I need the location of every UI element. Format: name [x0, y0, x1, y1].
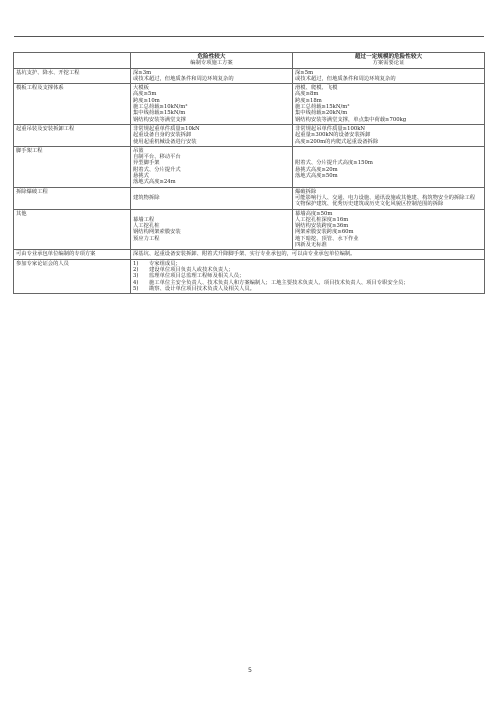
cell-line: 大模板 [133, 85, 149, 92]
cell-line [133, 242, 290, 248]
cell-line: 吊篮 [133, 147, 144, 154]
cell-line: 悬挑式 [133, 173, 149, 180]
cell-line: 爆破拆除 [295, 188, 317, 195]
list-item: 4) 施工单位主安全负责人、技术负责人和方案编制人；工地主要技术负责人、项目技术负责人、项目专职安全员； [133, 279, 409, 286]
cell-line: 钢结构安装等满堂支撑 [133, 116, 186, 123]
cell-line: 钢结构安装等满堂支撑，单点集中荷载≥700kg [295, 116, 407, 123]
row-label: 基坑支护、降水、开挖工程 [14, 68, 131, 84]
table-row [14, 146, 485, 187]
cell-line: 人工挖孔桩 [133, 223, 160, 230]
cell-line: 跨度≥18m [295, 97, 322, 104]
header-col2 [131, 53, 293, 69]
cell-line [295, 179, 482, 185]
col2-title: 危险性较大 [197, 54, 226, 60]
col2-cell [131, 146, 293, 187]
col2-cell [131, 209, 293, 250]
cell-line: 或技术超过，但地质条件和周边环境复杂的 [133, 75, 234, 82]
table-row [14, 84, 485, 125]
cell-line: 附着式、分片提升式高度≥150m [295, 160, 373, 167]
row-label: 可由专业承包单位编制的专项方案 [14, 250, 131, 259]
cell-line: 网架索膜安装跨度≥60m [295, 229, 354, 236]
cell-line: 钢结构安装跨度≥36m [295, 223, 349, 230]
hazard-table [13, 52, 485, 294]
col3-cell [293, 146, 485, 187]
subcontract-cell: 深基坑、起重设备安装拆卸、附着式升降脚手架、实行专业承包的，可以由专业承包单位编制。 [131, 250, 485, 259]
cell-line: 悬挑式高度≥20m [295, 166, 338, 173]
cell-line: 施工总荷载≥15kN/m² [295, 104, 350, 111]
cell-line [133, 201, 290, 207]
table-header-row [14, 53, 485, 69]
col3-cell [293, 187, 485, 209]
cell-line: 非常规起重单件质量≥10kN [133, 125, 200, 132]
row-label: 参加专家论证会的人员 [14, 259, 131, 293]
cell-line: 集中线荷载≥20kN/m [295, 110, 348, 117]
table-row [14, 250, 485, 259]
table-row [14, 187, 485, 209]
col2-cell [131, 84, 293, 125]
cell-line: 施工总荷载≥10kN/m² [133, 104, 188, 111]
cell-line: 滑模、爬模、飞模 [295, 85, 338, 92]
col3-cell [293, 124, 485, 146]
list-item: 2) 建设单位项目负责人或技术负责人； [133, 266, 234, 273]
cell-line: 地下暗挖、顶管、水下作业 [295, 235, 359, 242]
col3-cell [293, 209, 485, 250]
cell-line: 跨度≥10m [133, 97, 160, 104]
cell-line: 集中线荷载≥15kN/m [133, 110, 186, 117]
row-label: 脚手架工程 [14, 146, 131, 187]
cell-line: 落地式高度≥50m [295, 173, 338, 180]
cell-line: 四新及无标准 [295, 242, 327, 249]
cell-line: 高度≥8m [295, 91, 319, 98]
cell-line: 钢结构网架索膜安装 [133, 229, 181, 236]
cell-line: 落地式高度≥24m [133, 179, 176, 186]
cell-line: 附着式、分片提升式 [133, 166, 181, 173]
cell-line: 人工挖孔桩深度≥16m [295, 216, 349, 223]
cell-line: 深≥5m [295, 69, 314, 76]
cell-line: 幕墙高度≥50m [295, 210, 333, 217]
header-col3 [293, 53, 485, 69]
list-item: 3) 监理单位项目总监理工程师及相关人员； [133, 273, 245, 280]
table-row [14, 259, 485, 293]
table-row [14, 209, 485, 250]
cell-line: 起重量≥300kN的设备安装拆卸 [295, 132, 371, 139]
cell-line: 高度≥200m的内爬式起重设备拆除 [295, 138, 379, 145]
cell-line: 深≥3m [133, 69, 152, 76]
col3-subtitle: 方案需要论证 [372, 60, 405, 67]
table-row [14, 124, 485, 146]
col3-title: 超过一定规模的危险性较大 [354, 54, 423, 60]
cell-line: 或技术超过，但地质条件和周边环境复杂的 [295, 75, 396, 82]
cell-line: 起重设备自身的安装拆卸 [133, 132, 192, 139]
col3-cell [293, 84, 485, 125]
cell-line: 非常规起吊单件质量≥100kN [295, 125, 366, 132]
experts-cell [131, 259, 485, 293]
cell-line: 异型脚手架 [133, 160, 160, 167]
cell-line: 可能影响行人、交通、电力设施、通讯设施或其他建、构筑物安全的拆除工程 [295, 194, 476, 201]
cell-line: 使用起重机械设备进行安装 [133, 138, 197, 145]
row-label: 其他 [14, 209, 131, 250]
table-row [14, 68, 485, 84]
col3-cell [293, 68, 485, 84]
cell-line: 预应力工程 [133, 235, 160, 242]
cell-line: 建筑物拆除 [133, 194, 160, 201]
row-label: 拆除爆破工程 [14, 187, 131, 209]
list-item: 1) 专家组成员； [133, 260, 181, 267]
header-rule [14, 36, 484, 37]
page-number: 5 [248, 667, 252, 674]
list-item: 5) 勘察、设计单位项目技术负责人及相关人员。 [133, 285, 255, 292]
col2-cell [131, 187, 293, 209]
document-body [13, 52, 484, 294]
col2-subtitle: 编制专项施工方案 [190, 60, 233, 67]
row-label: 模板工程及支撑体系 [14, 84, 131, 125]
cell-line: 高度≥5m [133, 91, 157, 98]
cell-line: 幕墙工程 [133, 216, 155, 223]
col2-cell [131, 124, 293, 146]
header-empty-cell [14, 53, 131, 69]
col2-cell [131, 68, 293, 84]
row-label: 起重吊装及安装拆卸工程 [14, 124, 131, 146]
cell-line: 自制平台、移动平台 [133, 154, 181, 161]
cell-line: 文物保护建筑、优秀历史建筑或历史文化风貌区控制范围的拆除 [295, 201, 444, 208]
